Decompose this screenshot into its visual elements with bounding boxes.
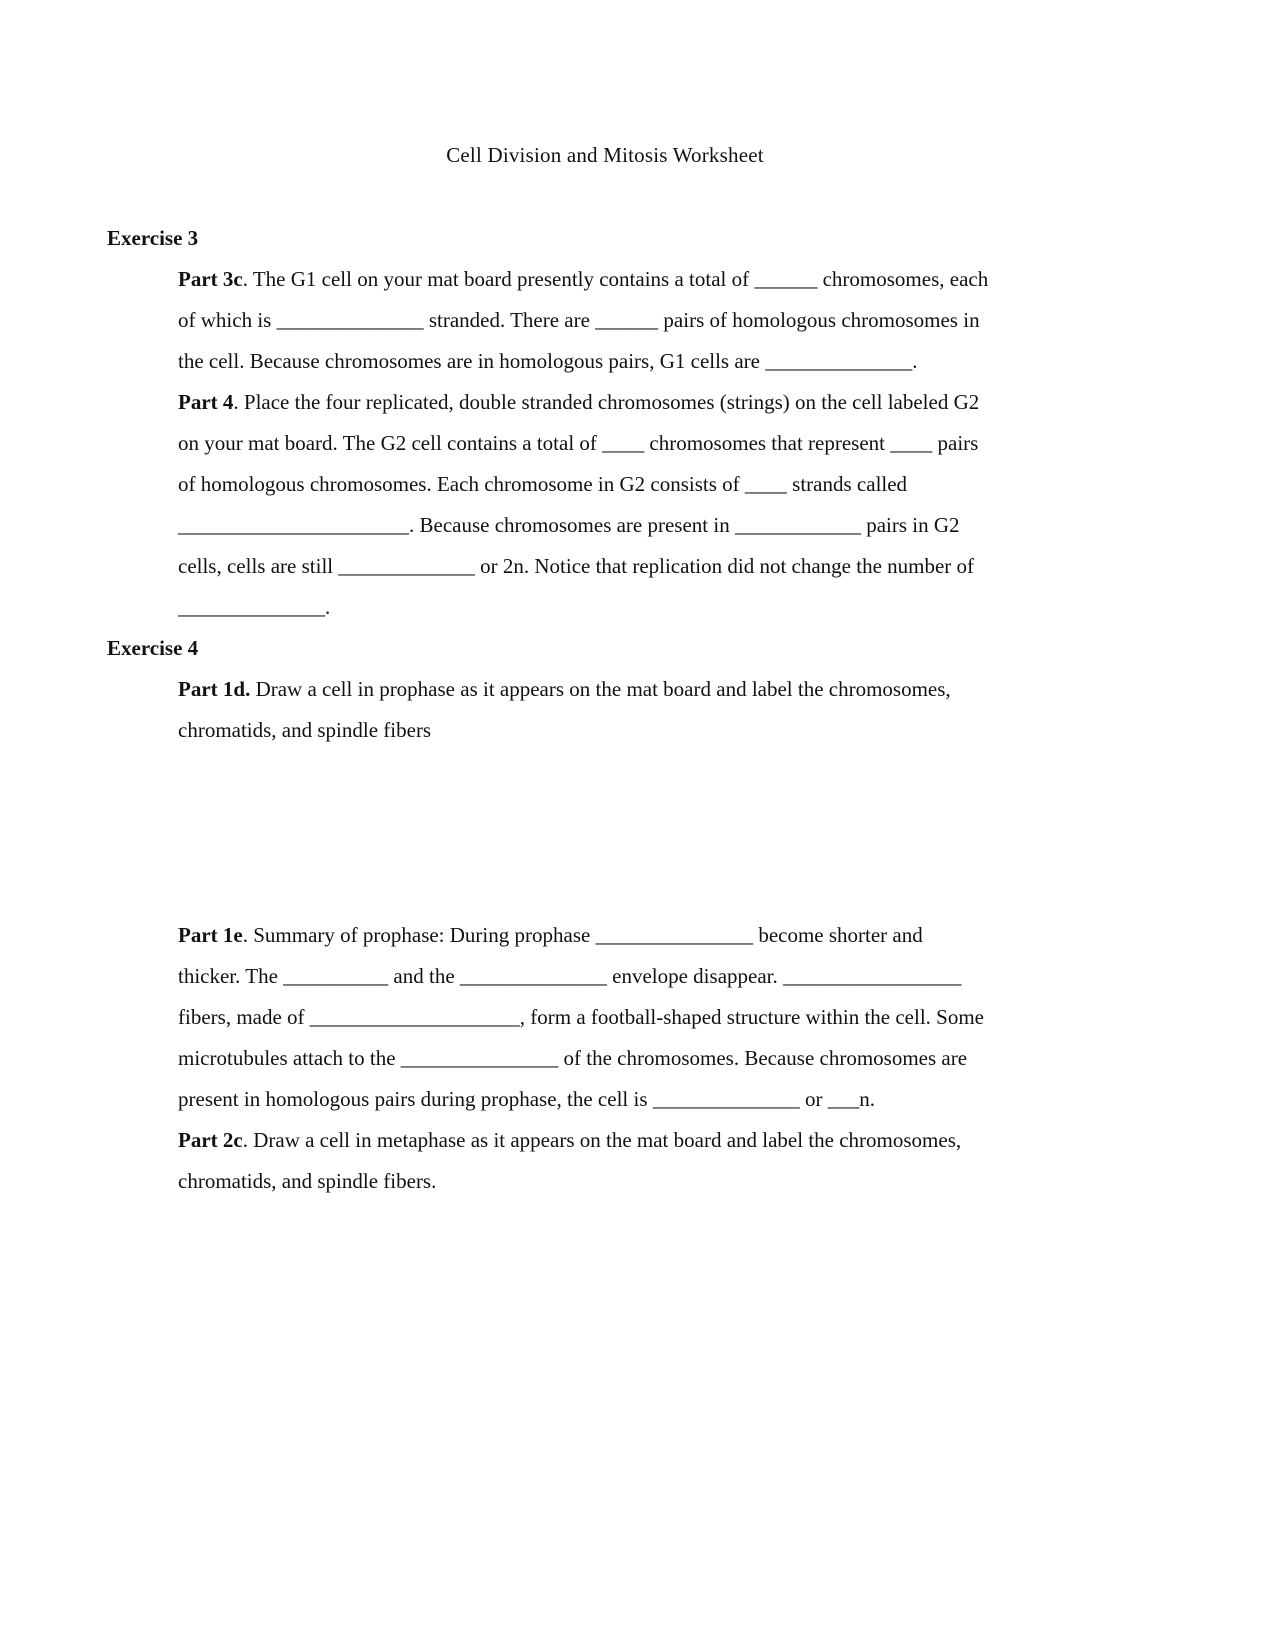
part-4-block xyxy=(178,382,1118,628)
part-2c-label: Part 2c xyxy=(178,1128,243,1152)
part-1e-line-2: thicker. The __________ and the ______________ envelope disappear. _________________ xyxy=(178,964,962,988)
exercise-3-heading: Exercise 3 xyxy=(107,226,199,250)
part-3c-text-1: . The G1 cell on your mat board presently contains a total of ______ chromosomes, each xyxy=(242,267,989,291)
part-4-line-4: ______________________. Because chromosomes are present in ____________ pairs in G2 xyxy=(178,513,960,537)
part-3c-block xyxy=(178,259,1118,382)
worksheet-title: Cell Division and Mitosis Worksheet xyxy=(446,143,764,167)
part-1d-text-1: Draw a cell in prophase as it appears on the mat board and label the chromosomes, xyxy=(250,677,951,701)
part-1e-text-1: . Summary of prophase: During prophase _______________ become shorter and xyxy=(242,923,923,947)
part-1e-line-5: present in homologous pairs during prophase, the cell is ______________ or ___n. xyxy=(178,1087,875,1111)
part-2c-text-1: . Draw a cell in metaphase as it appears on the mat board and label the chromosomes, xyxy=(242,1128,962,1152)
part-4-line-3: of homologous chromosomes. Each chromosome in G2 consists of ____ strands called xyxy=(178,472,908,496)
part-1d-line-2: chromatids, and spindle fibers xyxy=(178,718,432,742)
part-4-line-5: cells, cells are still _____________ or 2n. Notice that replication did not change the number of xyxy=(178,554,975,578)
exercise-4-heading: Exercise 4 xyxy=(107,636,199,660)
part-3c-line-1 xyxy=(178,259,1118,300)
part-4-line-6: ______________. xyxy=(178,595,331,619)
part-2c-line-2: chromatids, and spindle fibers. xyxy=(178,1169,437,1193)
part-3c-line-3: the cell. Because chromosomes are in homologous pairs, G1 cells are ______________. xyxy=(178,349,918,373)
part-2c-line-1 xyxy=(178,1120,1118,1161)
part-1e-label: Part 1e xyxy=(178,923,243,947)
part-4-line-2: on your mat board. The G2 cell contains a total of ____ chromosomes that represent ____ pairs xyxy=(178,431,979,455)
part-1d-block xyxy=(178,669,1118,751)
part-1d-label: Part 1d. xyxy=(178,677,251,701)
part-2c-block xyxy=(178,1120,1118,1202)
part-1e-line-4: microtubules attach to the _______________ of the chromosomes. Because chromosomes are xyxy=(178,1046,968,1070)
part-4-text-1: . Place the four replicated, double stranded chromosomes (strings) on the cell labeled G2 xyxy=(233,390,980,414)
part-4-label: Part 4 xyxy=(178,390,234,414)
part-1d-line-1 xyxy=(178,669,1118,710)
part-4-line-1 xyxy=(178,382,1118,423)
part-1e-line-3: fibers, made of ____________________, form a football-shaped structure within the cell. Some xyxy=(178,1005,984,1029)
part-3c-line-2: of which is ______________ stranded. There are ______ pairs of homologous chromosomes in xyxy=(178,308,980,332)
part-3c-label: Part 3c xyxy=(178,267,243,291)
part-1e-line-1 xyxy=(178,915,1118,956)
part-1e-block xyxy=(178,915,1118,1120)
